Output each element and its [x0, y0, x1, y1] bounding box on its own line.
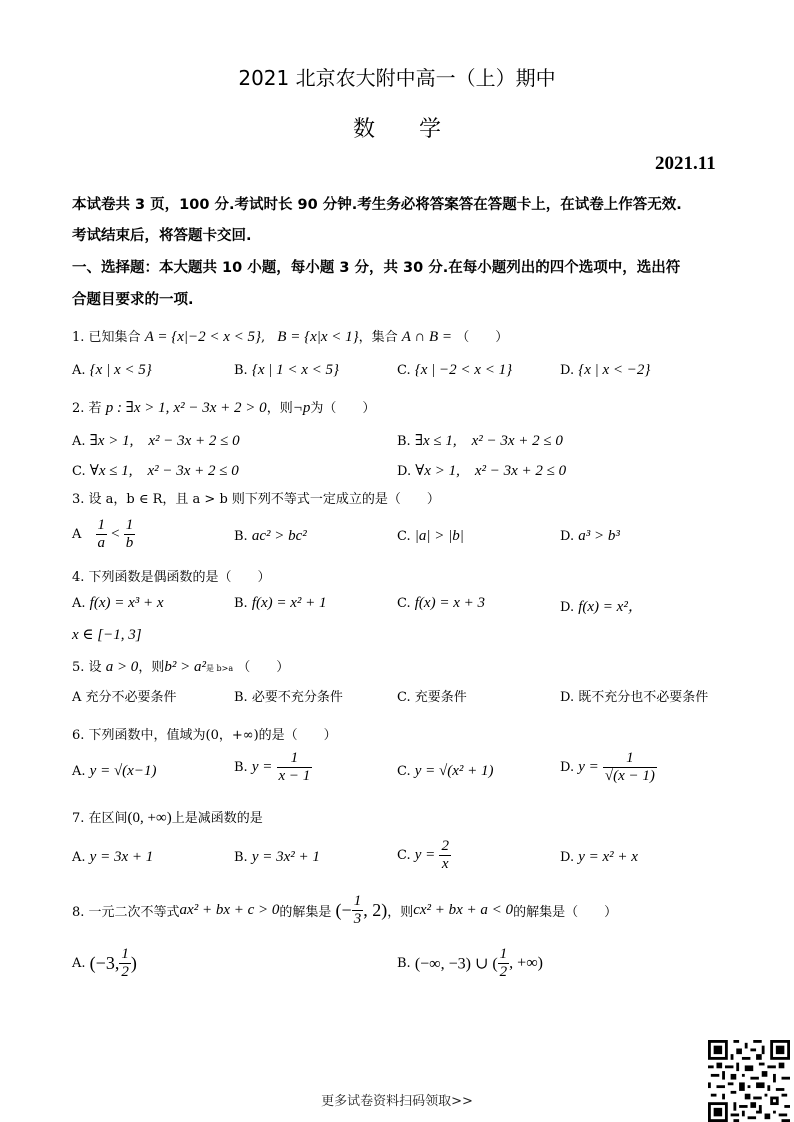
q2-stem-c: 为（ ）	[310, 401, 376, 416]
q7-c-d: x	[441, 856, 449, 872]
q2-stem-a: 2. 若	[72, 401, 102, 416]
q6-b-frac	[277, 750, 313, 785]
q2-b-text: ∃x ≤ 1, x² − 3x + 2 ≤ 0	[414, 433, 563, 449]
q1-b-label: B.	[234, 363, 248, 378]
q8-a-post: )	[130, 953, 137, 973]
q7-option-c	[397, 838, 451, 873]
q4-c-text: f(x) = x + 3	[414, 595, 485, 611]
q3-option-d	[560, 528, 620, 545]
q2-option-d	[397, 459, 566, 480]
q2-np: ¬p	[292, 400, 311, 416]
q8-b-pre: (−∞, −3) ∪ (	[414, 955, 498, 973]
question-3-stem: 3. 设 a，b ∈ R，且 a > b 则下列不等式一定成立的是（ ）	[72, 492, 440, 507]
question-4-stem: 4. 下列函数是偶函数的是（ ）	[72, 570, 271, 585]
q7-c-lhs: y =	[414, 847, 436, 863]
q8-a-pre: (−3,	[89, 953, 120, 973]
q5-stem-b: ，则	[138, 660, 165, 675]
q5-option-a: A 充分不必要条件	[72, 690, 177, 705]
q2-a-label: A.	[72, 434, 86, 449]
question-2-stem	[72, 397, 375, 417]
q8-sol-d: 3	[353, 911, 362, 927]
q7-a-label: A.	[72, 850, 86, 865]
q3-c-text: |a| > |b|	[414, 528, 464, 544]
q4-option-a	[72, 595, 164, 612]
q3-a-d2: b	[125, 535, 134, 551]
q8-b-frac	[498, 946, 510, 981]
q7-stem-b: 上是减函数的是	[171, 811, 263, 826]
q8-stem-b: 的解集是	[279, 905, 332, 920]
q1-option-a	[72, 362, 152, 379]
q8-option-b	[397, 946, 543, 981]
q8-b-post: , +∞)	[509, 954, 543, 972]
q4-d-label: D.	[560, 600, 575, 615]
q3-a-lt: <	[111, 526, 120, 542]
q5-cond: a > 0	[105, 659, 139, 675]
question-6-stem: 6. 下列函数中，值域为(0，+∞)的是（ ）	[72, 728, 337, 743]
question-1-stem: 1. 已知集合 A = {x|−2 < x < 5}, B = {x|x < 1}，集合 A ∩ B = （ ）	[72, 329, 509, 345]
q1-set-a: A = {x|−2 < x < 5}	[144, 329, 262, 345]
q1-option-c	[397, 362, 512, 379]
q2-option-c	[72, 459, 239, 480]
q1-a-label: A.	[72, 363, 86, 378]
q3-a-frac-1	[96, 517, 108, 552]
q6-option-b	[234, 750, 312, 785]
intro-line-2: 考试结束后，将答题卡交回.	[72, 228, 252, 244]
q8-ineq2: cx² + bx + a < 0	[413, 902, 514, 918]
q1-option-b	[234, 362, 339, 379]
q7-stem-a: 7. 在区间	[72, 811, 128, 826]
q7-b-label: B.	[234, 850, 248, 865]
q8-sol-post: , 2)	[363, 900, 388, 920]
q1-expr: A ∩ B =	[401, 329, 453, 345]
q6-a-text: y = √(x−1)	[89, 763, 157, 779]
q5-option-c: C. 充要条件	[397, 690, 467, 705]
q4-a-label: A.	[72, 596, 86, 611]
section-1-line-2: 合题目要求的一项.	[72, 292, 194, 308]
q2-p: p : ∃x > 1,	[105, 400, 170, 416]
q4-a-text: f(x) = x³ + x	[89, 595, 164, 611]
exam-title: 2021 北京农大附中高一（上）期中	[238, 66, 556, 90]
q4-c-label: C.	[397, 596, 411, 611]
q7-interval: (0, +∞)	[127, 810, 172, 826]
q7-option-b	[234, 849, 320, 866]
q3-a-label: A	[72, 527, 82, 542]
q4-option-d	[560, 595, 643, 616]
q2-c-text: ∀x ≤ 1, x² − 3x + 2 ≤ 0	[89, 463, 239, 479]
q4-d-text: f(x) = x²，	[578, 599, 643, 615]
q2-d-label: D.	[397, 464, 412, 479]
q1-option-d	[560, 362, 650, 379]
q1-stem-a: 1. 已知集合	[72, 330, 141, 345]
q6-a-label: A.	[72, 764, 86, 779]
q2-d-text: ∀x > 1, x² − 3x + 2 ≤ 0	[415, 463, 567, 479]
q5-option-b: B. 必要不充分条件	[234, 690, 343, 705]
q3-a-d1: a	[97, 535, 106, 551]
q1-c-text: {x | −2 < x < 1}	[414, 362, 513, 378]
q7-d-text: y = x² + x	[578, 849, 638, 865]
q3-a-frac-2	[124, 517, 136, 552]
section-1-line-1: 一、选择题：本大题共 10 小题，每小题 3 分，共 30 分.在每小题列出的四个选项中，选出符	[72, 260, 681, 276]
q4-d-cont-text: x ∈ [−1, 3]	[72, 627, 142, 643]
q4-option-c	[397, 595, 485, 612]
q1-a-text: {x | x < 5}	[89, 362, 152, 378]
q8-stem-a: 8. 一元二次不等式	[72, 905, 180, 920]
q7-a-text: y = 3x + 1	[89, 849, 154, 865]
footer-scan-text[interactable]: 更多试卷资料扫码领取>>	[321, 1094, 473, 1109]
q2-cond: x² − 3x + 2 > 0	[173, 400, 267, 416]
q8-b-n: 1	[499, 946, 508, 962]
q7-c-label: C.	[397, 848, 411, 863]
q8-option-a	[72, 946, 137, 981]
q6-b-n: 1	[277, 750, 313, 768]
q6-b-d: x − 1	[278, 768, 311, 784]
q8-sol-pre: (−	[335, 900, 352, 920]
q1-d-label: D.	[560, 363, 575, 378]
q8-sol-frac	[352, 893, 364, 928]
q8-a-d: 2	[121, 964, 129, 980]
q3-a-n2: 1	[125, 517, 134, 533]
q6-c-label: C.	[397, 764, 411, 779]
question-5-stem	[72, 656, 289, 676]
q2-c-label: C.	[72, 464, 86, 479]
q7-option-d	[560, 849, 638, 866]
q6-option-c	[397, 763, 494, 780]
q8-a-frac	[119, 946, 131, 981]
q3-option-c	[397, 528, 464, 545]
q7-c-frac	[439, 838, 451, 873]
intro-line-1: 本试卷共 3 页，100 分.考试时长 90 分钟.考生务必将答案答在答题卡上，在试卷上作答无效.	[72, 197, 682, 213]
q1-b-text: {x | 1 < x < 5}	[251, 362, 340, 378]
q6-b-label: B.	[234, 760, 248, 775]
q1-stem-b: ，集合	[358, 330, 398, 345]
q8-stem-c: ，则	[387, 905, 414, 920]
question-8-stem	[72, 893, 617, 928]
q1-c-label: C.	[397, 363, 411, 378]
q6-d-d: √(x − 1)	[604, 768, 655, 784]
q1-d-text: {x | x < −2}	[578, 362, 651, 378]
q2-b-label: B.	[397, 434, 411, 449]
q2-stem-b: ，则	[266, 401, 293, 416]
q7-b-text: y = 3x² + 1	[251, 849, 320, 865]
q1-set-b: B = {x|x < 1}	[277, 329, 359, 345]
q6-d-lhs: y =	[578, 759, 599, 775]
q2-option-b	[397, 429, 563, 450]
q5-small: 是 b>a	[205, 664, 234, 673]
q4-option-b	[234, 595, 327, 612]
subject-title: 数 学	[352, 117, 441, 142]
q5-stem-a: 5. 设	[72, 660, 102, 675]
q6-option-d	[560, 750, 657, 785]
q4-option-d-cont	[72, 625, 142, 644]
q6-c-text: y = √(x² + 1)	[414, 763, 494, 779]
q8-stem-d: 的解集是（ ）	[513, 905, 618, 920]
q6-d-frac	[603, 750, 657, 785]
q7-option-a	[72, 849, 153, 866]
q8-b-d: 2	[499, 964, 508, 980]
q5-option-d: D. 既不充分也不必要条件	[560, 690, 709, 705]
q8-b-label: B.	[397, 956, 411, 971]
q8-ineq: ax² + bx + c > 0	[179, 902, 280, 918]
q6-b-lhs: y =	[251, 759, 273, 775]
q6-d-label: D.	[560, 760, 575, 775]
q3-a-n1: 1	[97, 517, 106, 533]
q2-a-text: ∃x > 1, x² − 3x + 2 ≤ 0	[89, 433, 240, 449]
q7-d-label: D.	[560, 850, 575, 865]
q1-paren: （ ）	[456, 330, 509, 345]
q3-b-label: B.	[234, 529, 248, 544]
q3-d-text: a³ > b³	[578, 528, 620, 544]
q3-b-text: ac² > bc²	[251, 528, 307, 544]
q3-d-label: D.	[560, 529, 575, 544]
q3-c-label: C.	[397, 529, 411, 544]
question-7-stem	[72, 807, 263, 827]
q5-expr: b² > a²	[164, 659, 206, 675]
q3-option-a	[72, 517, 135, 552]
q8-a-label: A.	[72, 956, 86, 971]
exam-date: 2021.11	[655, 153, 716, 174]
q6-option-a	[72, 763, 156, 780]
q8-sol-n: 1	[353, 893, 362, 909]
qr-code-icon[interactable]	[708, 1040, 790, 1122]
q5-paren: （ ）	[237, 660, 290, 675]
q3-option-b	[234, 528, 307, 545]
q6-d-n: 1	[603, 750, 657, 768]
q4-b-label: B.	[234, 596, 248, 611]
q2-option-a	[72, 429, 240, 450]
q4-b-text: f(x) = x² + 1	[251, 595, 327, 611]
q7-c-n: 2	[441, 838, 449, 854]
q8-a-n: 1	[121, 946, 129, 962]
